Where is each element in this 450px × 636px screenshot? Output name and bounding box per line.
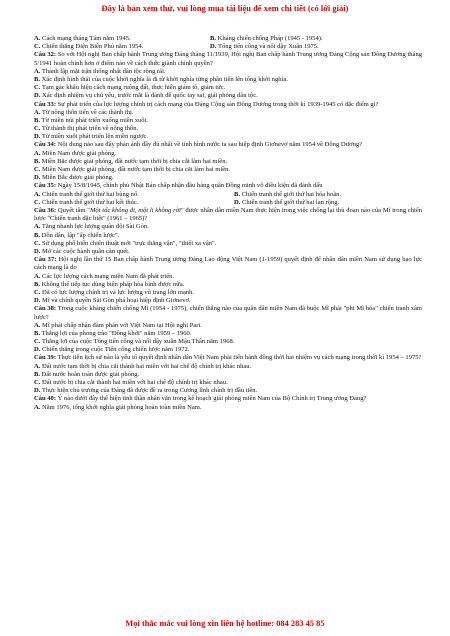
option: D. Chiến thắng trong cuộc Tiến công chiến lược năm 1972.: [34, 346, 190, 354]
question-label: Câu 34:: [34, 141, 57, 149]
option: D. Thực hiện chủ trương của Đảng đã được đề ra trong Cương lĩnh chính trị đầu tiên.: [34, 387, 258, 395]
question-39: [34, 354, 422, 362]
question-32: [34, 51, 422, 67]
question-label: Câu 38:: [34, 305, 57, 313]
option: A. Các lực lượng cách mạng miền Nam đã phát triển.: [34, 272, 175, 280]
option-row: C. Chiến tranh thế giới thứ hai kết thúc. D. Chiến tranh thế giới thứ hai lan rộng.: [34, 198, 340, 206]
option-text: Chiến thắng Điện Biên Phủ năm 1954.: [42, 43, 144, 51]
option-row: C. Chiến thắng Điện Biên Phủ năm 1954. D. Tổng tiến công và nổi dậy Xuân 1975.: [34, 43, 319, 51]
option: B. Đất nước hoàn toàn được giải phóng.: [34, 370, 140, 378]
option: A. Năm 1976, tổng khởi nghĩa giải phóng hoàn toàn miền Nam.: [34, 403, 202, 411]
option: D. Xác định nhiệm vụ chủ yếu, trước mắt là đánh đế quốc tay sai, giải phóng dân tộc.: [34, 92, 258, 100]
option: C. Từ thành thị phát triển về nông thôn.: [34, 125, 139, 133]
question-label: Câu 35:: [34, 182, 57, 190]
question-label: Câu 39:: [34, 354, 57, 362]
option: A. Thành lập mặt trận thống nhất dân tộc rộng rãi.: [34, 67, 166, 75]
question-text: So với Hội nghị Ban chấp hành Trung ương Đảng tháng 11/1939, Hội nghị Ban chấp hành Trung ương Đảng Cộng sản Đông Dương tháng 5/1941 hoàn chỉnh hơn ở điểm nào về cách thức giành chính quyền?: [34, 51, 422, 67]
option-row: A. Cách mạng tháng Tám năm 1945. B. Kháng chiến chống Pháp (1945 - 1954).: [34, 35, 323, 42]
question-text: Thực tiễn lịch sử nào là yếu tố quyết định nhân dân Việt Nam phải tiến hành đồng thời hai nhiệm vụ cách mạng trong thời kì 1954 – 1975?: [57, 354, 422, 362]
option-text: Tổng tiến công và nổi dậy Xuân 1975.: [218, 43, 319, 51]
option-row: A. Chiến tranh thế giới thứ hai bùng nổ. B. Chiến tranh thế giới thứ hai hòa hoãn.: [34, 190, 342, 198]
question-40: [34, 395, 422, 403]
option: D. Mĩ và chính quyền Sài Gòn phá hoại hiệp định Giơnevơ.: [34, 297, 191, 305]
option: D. Miền Bắc được giải phóng.: [34, 174, 114, 182]
option: A. Miền Nam được giải phóng.: [34, 149, 117, 157]
question-label: Câu 33:: [34, 100, 57, 108]
option: C. Tạm gác khẩu hiệu cách mạng ruộng đất, thực hiện giảm tô, giảm tức.: [34, 84, 226, 92]
option-text: Kháng chiến chống Pháp (1945 - 1954).: [217, 35, 323, 42]
question-text: Ngày 15/8/1945, chính phủ Nhật Bản chấp nhận đầu hàng quân Đồng minh vô điều kiện đã đánh dấu: [57, 182, 323, 190]
question-text: Nội dung nào sau đây phản ánh đầy đủ nhất về tình hình nước ta sau hiệp định Giơnevơ năm 1954 về Đông Dương?: [57, 141, 363, 149]
question-34: [34, 141, 422, 149]
question-text: Ý nào dưới đây thể hiện tinh thần nhân văn trong kế hoạch giải phóng miền Nam của Bộ Chính trị Trung ương Đảng?: [57, 395, 367, 403]
option: C. Thắng lợi của cuộc Tổng tiến công và nổi dậy xuân Mậu Thân năm 1968.: [34, 338, 235, 346]
option: A. Từ nông thôn tiến về các thành thị.: [34, 108, 134, 116]
option: A. Tăng nhanh lực lượng quân đội Sài Gòn.: [34, 223, 149, 231]
preview-banner: Đây là bản xem thử, vui lòng mua tài liệu để xem chi tiết (có lời giải): [101, 4, 349, 13]
option: A. Mĩ phải chấp nhận đàm phán với Việt Nam tại Hội nghị Pari.: [34, 321, 202, 329]
option: C. Đã có lực lượng chính trị và lực lượng vũ trang lớn mạnh.: [34, 288, 195, 296]
option: A. Đất nước tạm thời bị chia cắt thành hai miền với hai chế độ chính trị khác nhau.: [34, 362, 252, 370]
option: B. Dồn dân, lập "ấp chiến lược".: [34, 231, 120, 239]
option: B. Không thể tiếp tục dùng biện pháp hòa bình được nữa.: [34, 280, 185, 288]
question-38: [34, 305, 422, 321]
hotline-banner: Mọi thắc mắc vui lòng xin liên hệ hotline: 084 283 45 85: [125, 619, 325, 628]
option: B. Thắng lợi của phong trào "Đồng khởi" năm 1959 – 1960.: [34, 329, 192, 337]
question-37: [34, 256, 422, 272]
question-label: Câu 37:: [34, 256, 57, 264]
option: C. Miền Nam được giải phóng, đất nước tạm thời bị chia cắt làm hai miền.: [34, 166, 231, 174]
option: C. Đất nước bị chia cắt thành hai miền với hai chế độ chính trị khác nhau.: [34, 379, 228, 387]
question-text: Sự phát triển của lực lượng chính trị cách mạng của Đảng Cộng sản Đông Dương trong thời kì 1939-1945 có đặc điểm gì?: [57, 100, 379, 108]
question-33: [34, 101, 422, 109]
option: B. Miền Bắc được giải phóng, đất nước tạm thời bị chia cắt làm hai miền.: [34, 157, 228, 165]
question-label: Câu 40:: [34, 395, 57, 403]
question-label: Câu 32:: [34, 51, 57, 59]
option-text: Cách mạng tháng Tám năm 1945.: [42, 35, 131, 42]
question-text: Hội nghị lần thứ 15 Ban chấp hành Trung ương Đảng Lao động Việt Nam (1-1959) quyết định để nhân dân miền Nam sử dụng bạo lực cách mạng là do: [34, 256, 422, 272]
question-text: Trong cuộc kháng chiến chống Mĩ (1954 - 1975), chiến thắng nào của quân dân miền Nam đã buộc Mĩ phải "phi Mĩ hóa" chiến tranh xâm lược?: [34, 305, 422, 321]
question-36: Câu 36: Quyết tâm "Một tấc không đi, một li không rời" được nhân dân miền Nam thực hiện trong việc chống lại thủ đoạn nào của Mĩ trong chiến lược "Chiến tranh đặc biệt" (1961 – 1965)?: [34, 207, 422, 223]
option: D. Mở các cuộc hành quân càn quét.: [34, 247, 130, 255]
question-35: [34, 182, 422, 190]
option: D. Từ miền xuôi phát triển lên miền ngược.: [34, 133, 149, 141]
option: B. Từ miền núi phát triển xuống miền xuôi.: [34, 116, 149, 124]
option: B. Xác định hình thái của cuộc khởi nghĩa là đi từ khởi nghĩa từng phần tiến lên tổng khởi nghĩa.: [34, 75, 288, 83]
question-label: Câu 36:: [34, 207, 57, 215]
quote-text: Một tấc không đi, một li không rời: [89, 207, 181, 215]
question-content: [34, 35, 422, 412]
option: C. Sử dụng phổ biến chiến thuật mới "trực thăng vận", "thiết xa vận".: [34, 239, 217, 247]
